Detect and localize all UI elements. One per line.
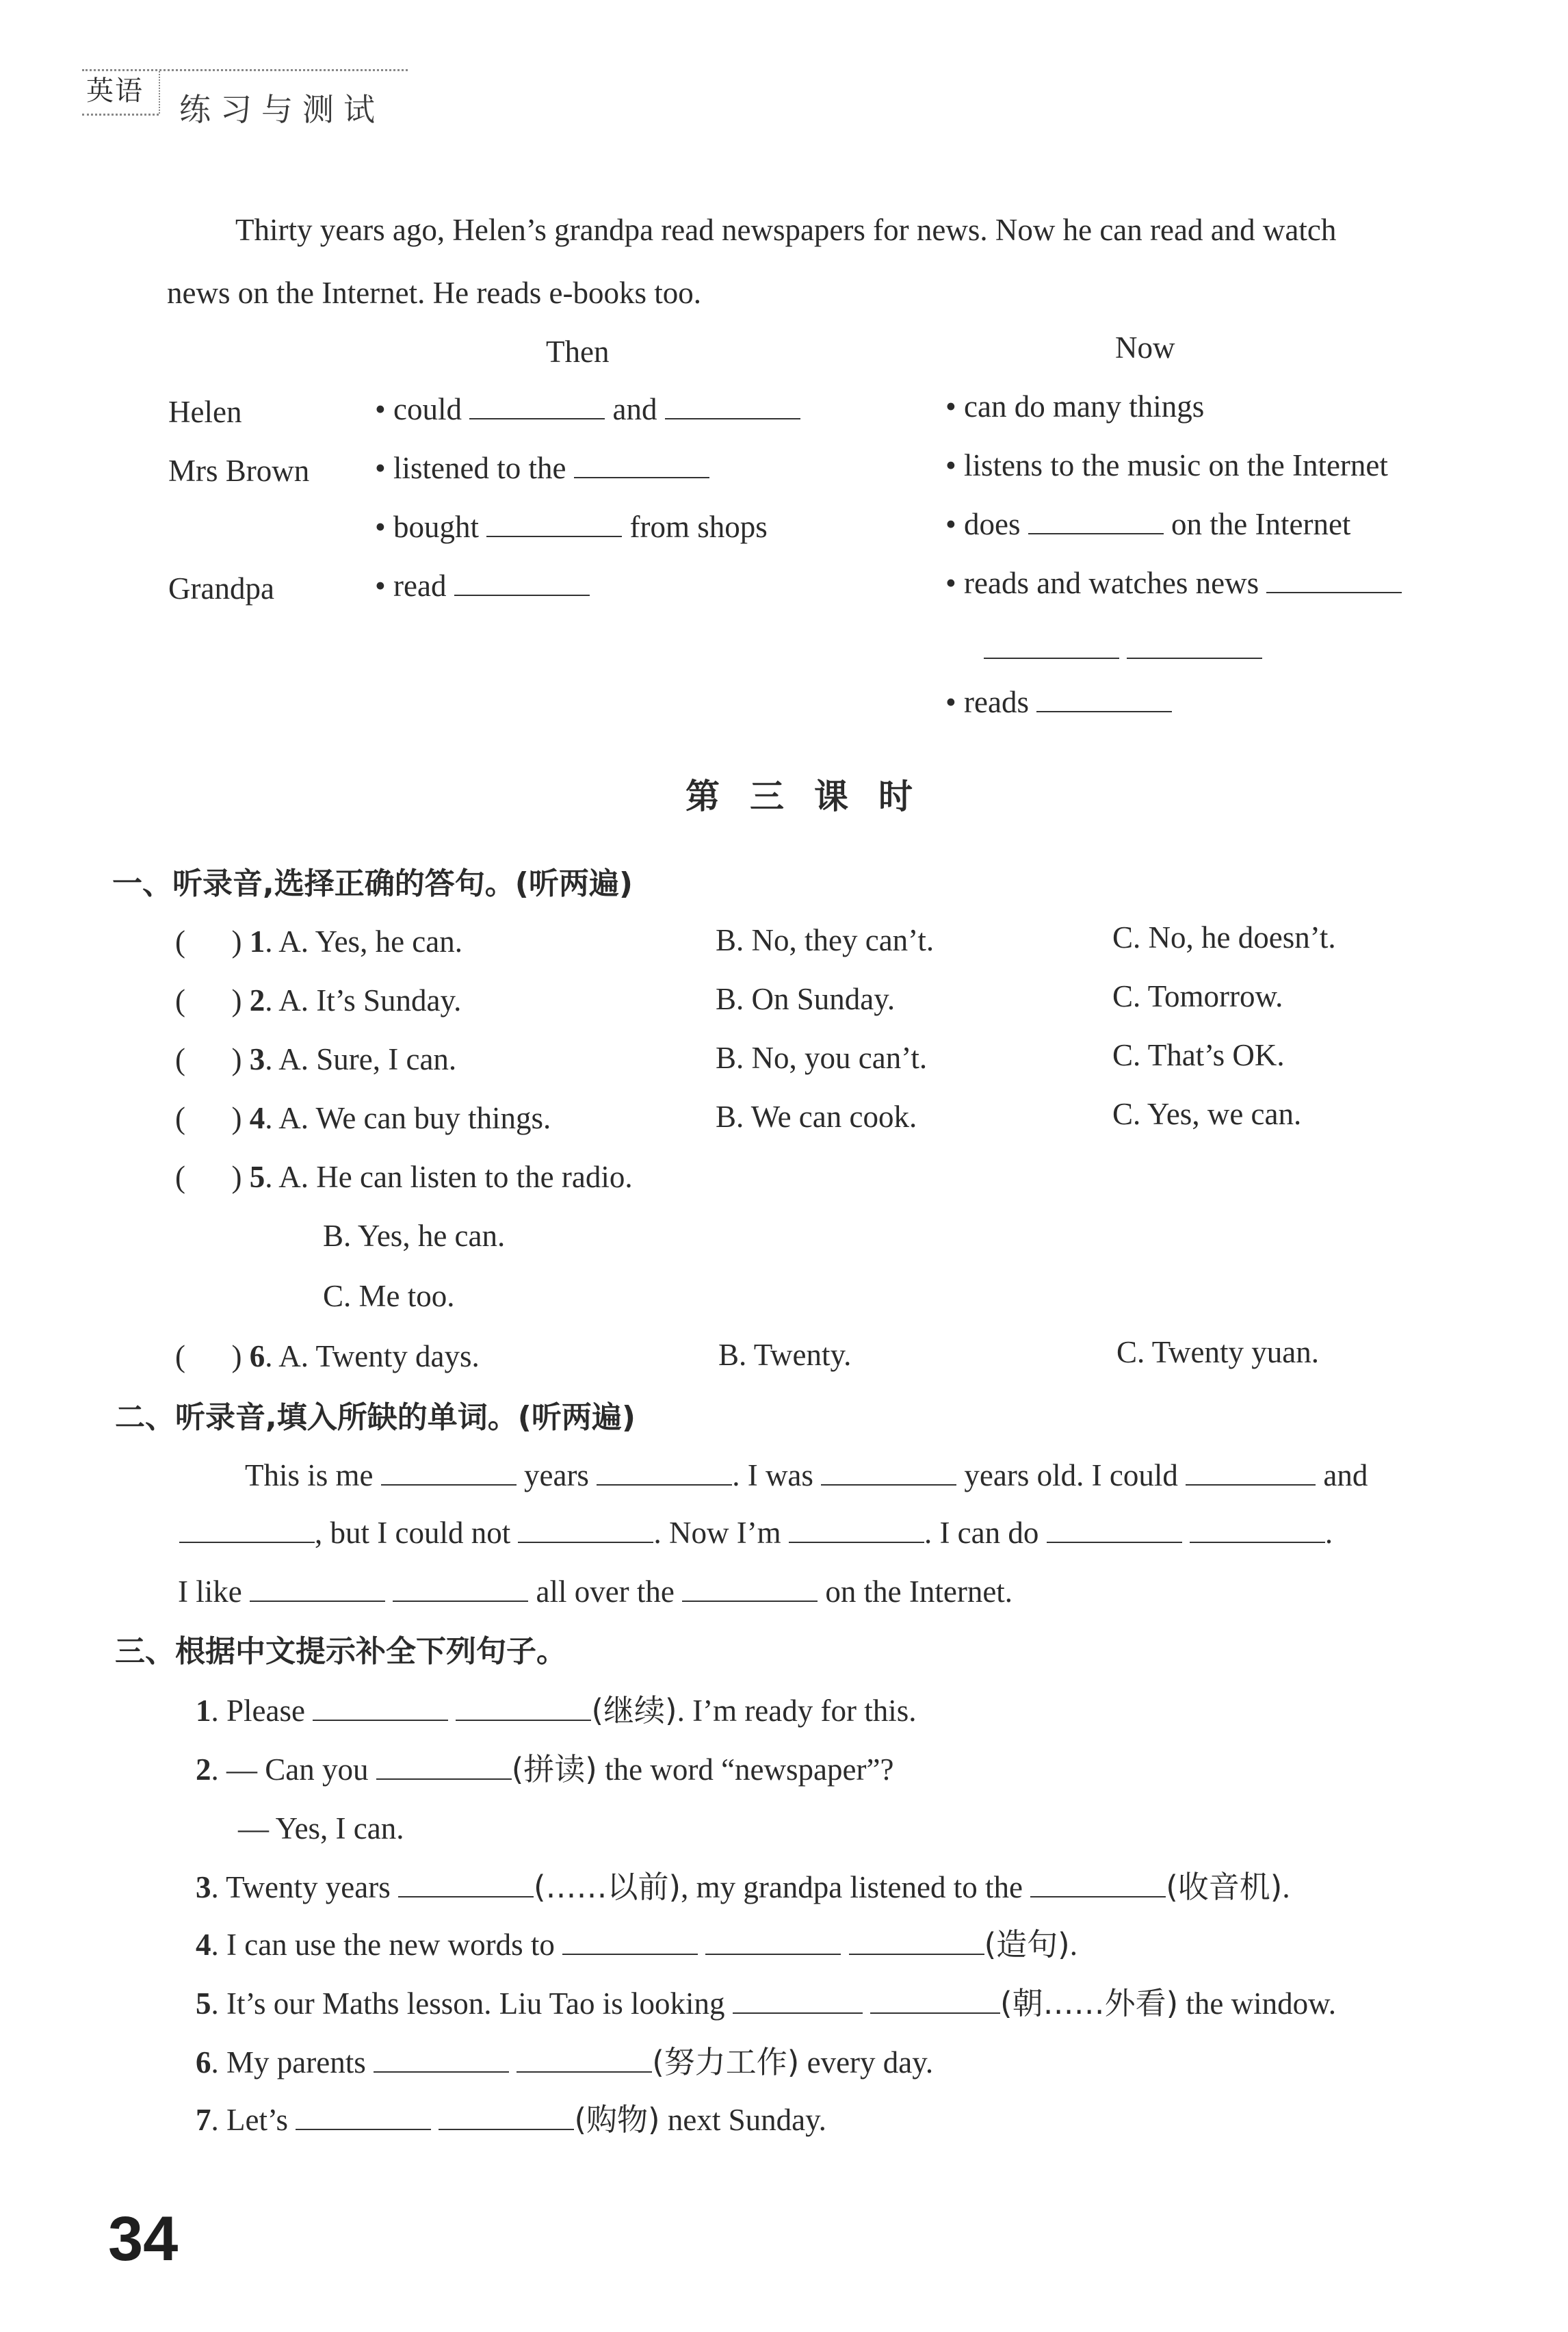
dictation-line-1: This is me years . I was years old. I could and bbox=[245, 1458, 1368, 1492]
bullet-icon: • bbox=[945, 566, 965, 600]
now-item-mrs-brown-1: • listens to the music on the Internet bbox=[945, 448, 1388, 482]
question-6: ( ) 6. A. Twenty days. bbox=[175, 1339, 480, 1373]
answer-blank[interactable] bbox=[393, 1573, 528, 1602]
dictation-line-2: , but I could not . Now I’m . I can do . bbox=[179, 1512, 1333, 1553]
question-5: ( ) 5. A. He can listen to the radio. bbox=[175, 1160, 633, 1194]
bullet-icon: • bbox=[945, 507, 965, 541]
bullet-icon: • bbox=[945, 389, 965, 424]
answer-blank[interactable] bbox=[705, 1926, 841, 1955]
option-2b: B. On Sunday. bbox=[716, 982, 896, 1016]
option-4b: B. We can cook. bbox=[716, 1100, 917, 1134]
answer-blank[interactable] bbox=[682, 1573, 818, 1602]
bullet-icon: • bbox=[375, 510, 394, 544]
then-item-mrs-brown-2: • bought from shops bbox=[375, 510, 768, 544]
passage-line-1: Thirty years ago, Helen’s grandpa read newspapers for news. Now he can read and watch bbox=[235, 213, 1337, 247]
answer-blank[interactable] bbox=[733, 1985, 863, 2014]
answer-blank[interactable] bbox=[179, 1514, 315, 1543]
answer-blank[interactable] bbox=[374, 2044, 509, 2073]
option-4c: C. Yes, we can. bbox=[1112, 1097, 1302, 1131]
chinese-hint: (造句) bbox=[984, 1926, 1070, 1962]
answer-bracket[interactable]: ( ) bbox=[175, 1042, 242, 1076]
header-book-title: 练习与测试 bbox=[179, 91, 384, 128]
sentence-1: 1. Please (继续). I’m ready for this. bbox=[196, 1692, 917, 1728]
answer-blank[interactable] bbox=[381, 1457, 517, 1486]
chinese-hint: (……以前) bbox=[533, 1869, 681, 1905]
chinese-hint: (努力工作) bbox=[652, 2044, 800, 2080]
answer-blank[interactable] bbox=[574, 450, 709, 478]
bullet-icon: • bbox=[375, 569, 394, 603]
option-5c: C. Me too. bbox=[323, 1279, 455, 1313]
chinese-hint: (收音机) bbox=[1166, 1869, 1283, 1905]
lesson-title: 第三课时 bbox=[685, 777, 943, 816]
chinese-hint: (继续) bbox=[591, 1692, 677, 1728]
answer-blank[interactable] bbox=[984, 630, 1119, 659]
answer-blank[interactable] bbox=[296, 2101, 431, 2130]
answer-blank[interactable] bbox=[821, 1457, 956, 1486]
sentence-6: 6. My parents (努力工作) every day. bbox=[196, 2044, 934, 2080]
header-dotted-rule bbox=[82, 69, 408, 71]
answer-bracket[interactable]: ( ) bbox=[175, 1339, 242, 1373]
answer-blank[interactable] bbox=[562, 1926, 698, 1955]
bullet-icon: • bbox=[375, 392, 394, 426]
answer-blank[interactable] bbox=[1028, 506, 1164, 534]
answer-blank[interactable] bbox=[597, 1457, 732, 1486]
part-1-heading: 一、听录音,选择正确的答句。(听两遍) bbox=[112, 866, 633, 901]
column-header-then: Then bbox=[546, 335, 610, 369]
answer-blank[interactable] bbox=[1127, 630, 1262, 659]
answer-blank[interactable] bbox=[518, 1514, 653, 1543]
question-4: ( ) 4. A. We can buy things. bbox=[175, 1101, 551, 1135]
then-item-grandpa: • read bbox=[375, 565, 590, 606]
now-item-grandpa-blanks bbox=[984, 628, 1262, 669]
answer-blank[interactable] bbox=[849, 1926, 984, 1955]
header-divider bbox=[159, 71, 160, 114]
answer-blank[interactable] bbox=[789, 1514, 924, 1543]
column-header-now: Now bbox=[1115, 331, 1175, 365]
sentence-5: 5. It’s our Maths lesson. Liu Tao is looking (朝……外看) the window. bbox=[196, 1985, 1336, 2021]
header-subject-label: 英语 bbox=[86, 75, 144, 107]
passage-line-2: news on the Internet. He reads e-books too. bbox=[167, 276, 702, 310]
answer-bracket[interactable]: ( ) bbox=[175, 1160, 242, 1194]
answer-blank[interactable] bbox=[1047, 1514, 1182, 1543]
answer-blank[interactable] bbox=[454, 567, 590, 596]
answer-blank[interactable] bbox=[1186, 1457, 1316, 1486]
option-6c: C. Twenty yuan. bbox=[1116, 1335, 1319, 1369]
answer-bracket[interactable]: ( ) bbox=[175, 983, 242, 1018]
sentence-2-reply: — Yes, I can. bbox=[238, 1811, 404, 1845]
sentence-2: 2. — Can you (拼读) the word “newspaper”? bbox=[196, 1751, 894, 1787]
bullet-icon: • bbox=[375, 451, 394, 485]
bullet-icon: • bbox=[945, 685, 965, 719]
chinese-hint: (拼读) bbox=[511, 1751, 597, 1787]
answer-blank[interactable] bbox=[250, 1573, 385, 1602]
now-item-helen: • can do many things bbox=[945, 389, 1205, 424]
option-3b: B. No, you can’t. bbox=[716, 1041, 928, 1075]
question-1: ( ) 1. A. Yes, he can. bbox=[175, 924, 462, 959]
answer-blank[interactable] bbox=[517, 2044, 652, 2073]
answer-blank[interactable] bbox=[1030, 1869, 1166, 1897]
sentence-3: 3. Twenty years (……以前), my grandpa listened to the (收音机). bbox=[196, 1869, 1290, 1905]
then-item-helen: • could and bbox=[375, 389, 800, 430]
answer-blank[interactable] bbox=[313, 1692, 448, 1721]
then-item-mrs-brown-1: • listened to the bbox=[375, 448, 709, 489]
now-item-grandpa-1: • reads and watches news bbox=[945, 562, 1402, 604]
dictation-line-3: I like all over the on the Internet. bbox=[178, 1575, 1013, 1609]
page-number: 34 bbox=[108, 2204, 179, 2274]
part-2-heading: 二、听录音,填入所缺的单词。(听两遍) bbox=[115, 1400, 636, 1435]
sentence-4: 4. I can use the new words to (造句). bbox=[196, 1926, 1077, 1962]
answer-blank[interactable] bbox=[870, 1985, 1000, 2014]
row-name-helen: Helen bbox=[168, 395, 242, 429]
answer-blank[interactable] bbox=[469, 391, 605, 419]
chinese-hint: (朝……外看) bbox=[1000, 1985, 1179, 2021]
now-item-mrs-brown-2: • does on the Internet bbox=[945, 507, 1351, 541]
option-5b: B. Yes, he can. bbox=[323, 1219, 506, 1253]
bullet-icon: • bbox=[945, 448, 965, 482]
question-2: ( ) 2. A. It’s Sunday. bbox=[175, 983, 462, 1018]
answer-blank[interactable] bbox=[486, 508, 622, 537]
question-3: ( ) 3. A. Sure, I can. bbox=[175, 1042, 457, 1076]
answer-bracket[interactable]: ( ) bbox=[175, 924, 242, 959]
row-name-grandpa: Grandpa bbox=[168, 571, 274, 606]
row-name-mrs-brown: Mrs Brown bbox=[168, 454, 310, 488]
option-1c: C. No, he doesn’t. bbox=[1112, 920, 1336, 955]
answer-blank[interactable] bbox=[1036, 684, 1172, 712]
now-item-grandpa-2: • reads bbox=[945, 682, 1172, 723]
chinese-hint: (购物) bbox=[574, 2101, 660, 2138]
sentence-7: 7. Let’s (购物) next Sunday. bbox=[196, 2101, 826, 2138]
answer-blank[interactable] bbox=[376, 1751, 512, 1780]
answer-blank[interactable] bbox=[1190, 1514, 1325, 1543]
header-label-underline bbox=[82, 114, 159, 116]
answer-blank[interactable] bbox=[398, 1869, 534, 1897]
option-6b: B. Twenty. bbox=[718, 1338, 852, 1372]
answer-bracket[interactable]: ( ) bbox=[175, 1101, 242, 1135]
answer-blank[interactable] bbox=[1266, 565, 1402, 593]
option-3c: C. That’s OK. bbox=[1112, 1038, 1285, 1072]
option-1b: B. No, they can’t. bbox=[716, 923, 935, 957]
answer-blank[interactable] bbox=[439, 2101, 574, 2130]
answer-blank[interactable] bbox=[456, 1692, 591, 1721]
option-2c: C. Tomorrow. bbox=[1112, 979, 1283, 1013]
answer-blank[interactable] bbox=[665, 391, 800, 419]
part-3-heading: 三、根据中文提示补全下列句子。 bbox=[115, 1634, 566, 1669]
